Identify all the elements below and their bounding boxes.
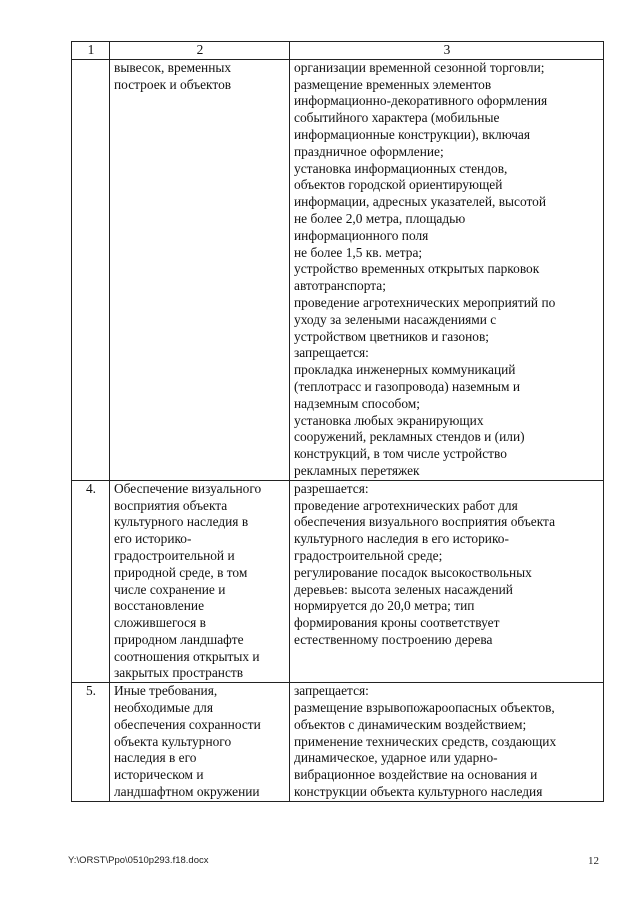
text-line: сооружений, рекламных стендов и (или)	[294, 429, 525, 445]
text-line: информации, адресных указателей, высотой	[294, 194, 547, 210]
footer-file-path: Y:\ORST\Ppo\0510p293.f18.docx	[68, 855, 209, 866]
text-line: конструкций, в том числе устройство	[294, 446, 507, 462]
requirement-text-cell	[290, 683, 604, 802]
text-line: объектов с динамическим воздействием;	[294, 716, 527, 732]
text-line: надземным способом;	[294, 395, 421, 411]
text-line: наследия в его	[114, 750, 197, 766]
text-line: градостроительной и	[114, 547, 235, 563]
text-line: автотранспорта;	[294, 278, 386, 294]
text-line: закрытых пространств	[114, 665, 244, 681]
text-line: градостроительной среде;	[294, 547, 443, 563]
text-line: обеспечения визуального восприятия объекта	[294, 514, 556, 530]
text-line: Иные требования,	[114, 683, 218, 699]
text-line: информационные конструкции), включая	[294, 126, 531, 142]
row-number-cell: 4.	[72, 480, 110, 683]
text-line: природном ландшафте	[114, 631, 244, 647]
text-line: установка любых экранирующих	[294, 412, 484, 428]
text-line: праздничное оформление;	[294, 143, 444, 159]
text-line: Обеспечение визуального	[114, 480, 262, 496]
text-line: культурного наследия в его историко-	[294, 531, 509, 547]
text-line: природной среде, в том	[114, 564, 248, 580]
text-line: сложившегося в	[114, 615, 206, 631]
text-line: вибрационное воздействие на основания и	[294, 767, 538, 783]
requirement-text-cell	[290, 59, 604, 480]
text-line: динамическое, ударное или ударно-	[294, 750, 498, 766]
text-line: ландшафтном окружении	[114, 784, 260, 800]
requirements-table	[71, 41, 604, 802]
footer-page-number: 12	[588, 855, 599, 867]
text-line: историческом и	[114, 767, 204, 783]
text-line: восстановление	[114, 598, 205, 614]
text-line: числе сохранение и	[114, 581, 226, 597]
text-line: запрещается:	[294, 683, 369, 699]
text-line: нормируется до 20,0 метра; тип	[294, 598, 475, 614]
text-line: обеспечения сохранности	[114, 716, 261, 732]
text-line: его историко-	[114, 531, 192, 547]
text-line: (теплотрасс и газопровода) наземным и	[294, 378, 520, 394]
text-line: прокладка инженерных коммуникаций	[294, 362, 516, 378]
requirement-name-cell	[110, 480, 290, 683]
text-line: размещение взрывопожароопасных объектов,	[294, 700, 555, 716]
text-line: построек и объектов	[114, 76, 232, 92]
text-line: конструкции объекта культурного наследия	[294, 784, 543, 800]
row-number-cell	[72, 59, 110, 480]
text-line: культурного наследия в	[114, 514, 249, 530]
text-line: применение технических средств, создающих	[294, 733, 557, 749]
text-line: организации временной сезонной торговли;	[294, 59, 545, 75]
table-row	[72, 59, 604, 480]
requirement-name-cell	[110, 683, 290, 802]
table-body	[72, 42, 604, 802]
text-line: устройством цветников и газонов;	[294, 328, 489, 344]
text-line: рекламных перетяжек	[294, 462, 420, 478]
text-line: деревьев: высота зеленых насаждений	[294, 581, 513, 597]
text-line: событийного характера (мобильные	[294, 110, 500, 126]
text-line: необходимые для	[114, 700, 213, 716]
table-row	[72, 480, 604, 683]
header-cell-2: 2	[110, 42, 290, 60]
text-line: информационного поля	[294, 227, 429, 243]
text-line: объектов городской ориентирующей	[294, 177, 503, 193]
text-line: запрещается:	[294, 345, 369, 361]
text-line: размещение временных элементов	[294, 76, 492, 92]
text-line: информационно-декоративного оформления	[294, 93, 548, 109]
header-cell-3: 3	[290, 42, 604, 60]
text-line: установка информационных стендов,	[294, 160, 508, 176]
text-line: проведение агротехнических работ для	[294, 497, 518, 513]
text-line: не более 2,0 метра, площадью	[294, 210, 466, 226]
text-line: объекта культурного	[114, 733, 232, 749]
table-header-row	[72, 42, 604, 60]
text-line: естественному построению дерева	[294, 631, 493, 647]
table-row	[72, 683, 604, 802]
requirement-name-cell	[110, 59, 290, 480]
text-line: не более 1,5 кв. метра;	[294, 244, 423, 260]
header-cell-1: 1	[72, 42, 110, 60]
text-line: регулирование посадок высокоствольных	[294, 564, 532, 580]
text-line: уходу за зелеными насаждениями с	[294, 311, 497, 327]
text-line: разрешается:	[294, 480, 369, 496]
row-number-cell: 5.	[72, 683, 110, 802]
text-line: соотношения открытых и	[114, 648, 260, 664]
text-line: проведение агротехнических мероприятий по	[294, 294, 556, 310]
requirement-text-cell	[290, 480, 604, 683]
text-line: устройство временных открытых парковок	[294, 261, 540, 277]
text-line: вывесок, временных	[114, 59, 232, 75]
text-line: восприятия объекта	[114, 497, 228, 513]
text-line: формирования кроны соответствует	[294, 615, 500, 631]
